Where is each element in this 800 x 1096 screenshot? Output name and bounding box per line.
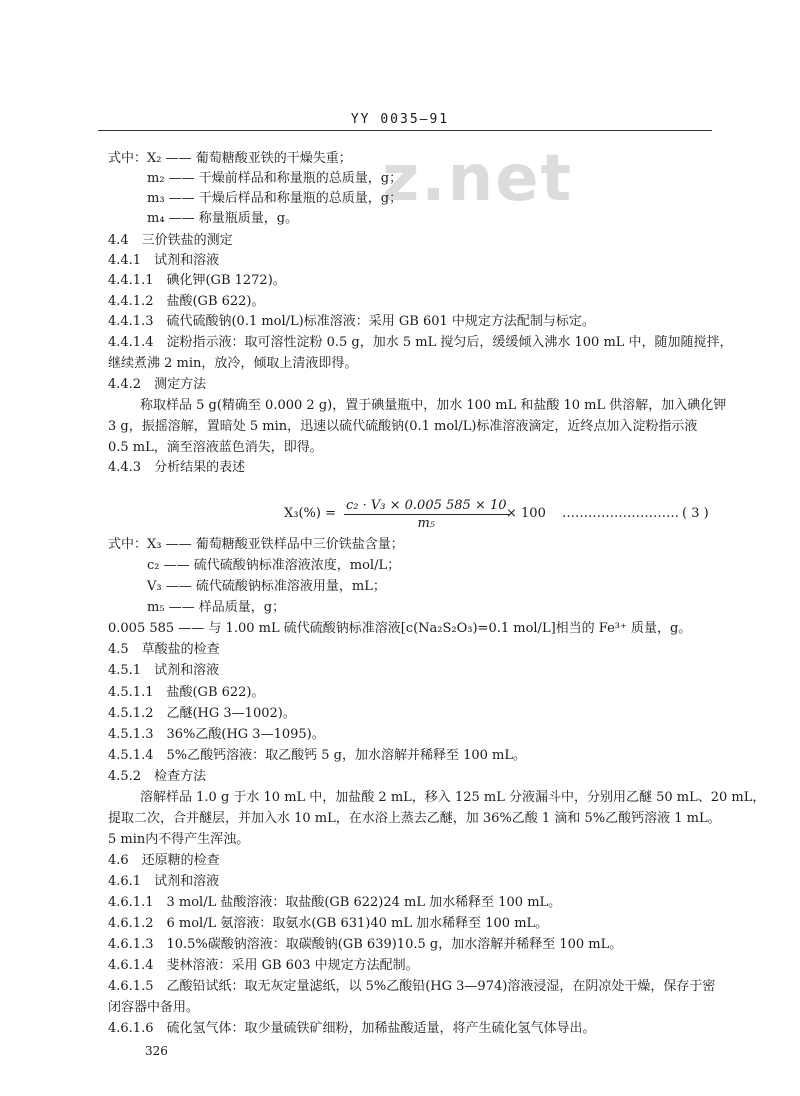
page-number: 326	[145, 1044, 168, 1058]
section-heading-4-4-3: 4.4.3 分析结果的表述	[108, 460, 246, 475]
formula-numerator: c₂ · V₃ × 0.005 585 × 10	[346, 498, 507, 513]
item-4-6-1-6: 4.6.1.6 硫化氢气体：取少量硫铁矿细粉，加稀盐酸适量，将产生硫化氢气体导出。	[108, 1021, 596, 1036]
item-4-4-1-2: 4.4.1.2 盐酸(GB 622)。	[108, 294, 265, 309]
item-4-5-1-4: 4.5.1.4 5%乙酸钙溶液：取乙酸钙 5 g，加水溶解并稀释至 100 mL。	[108, 748, 526, 763]
var-x2-definition: 式中：X₂ —— 葡萄糖酸亚铁的干燥失重；	[108, 151, 352, 166]
section-heading-4-6-1: 4.6.1 试剂和溶液	[108, 874, 220, 889]
item-4-5-1-2: 4.5.1.2 乙醚(HG 3—1002)。	[108, 706, 296, 721]
var-m4-definition: m₄ —— 称量瓶质量，g。	[147, 211, 299, 226]
var-c2-definition: c₂ —— 硫代硫酸钠标准溶液浓度，mol/L；	[147, 558, 401, 573]
item-4-6-1-3: 4.6.1.3 10.5%碳酸钠溶液：取碳酸钠(GB 639)10.5 g，加水溶解并稀释至 100 mL。	[108, 937, 623, 952]
item-4-4-1-1: 4.4.1.1 碘化钾(GB 1272)。	[108, 273, 286, 288]
section-heading-4-5-1: 4.5.1 试剂和溶液	[108, 663, 220, 678]
section-heading-4-4: 4.4 三价铁盐的测定	[108, 233, 233, 248]
header-rule	[98, 130, 712, 131]
var-m3-definition: m₃ —— 干燥后样品和称量瓶的总质量，g；	[147, 191, 403, 206]
item-4-4-1-4: 4.4.1.4 淀粉指示液：取可溶性淀粉 0.5 g，加水 5 mL 搅匀后，缓缓倾入沸水 100 mL 中，随加随搅拌，	[108, 335, 733, 350]
formula-number: ( 3 )	[682, 506, 709, 521]
section-heading-4-5: 4.5 草酸盐的检查	[108, 642, 220, 657]
section-heading-4-5-2: 4.5.2 检查方法	[108, 769, 207, 784]
var-m2-definition: m₂ —— 干燥前样品和称量瓶的总质量，g；	[147, 171, 403, 186]
formula-fraction	[344, 498, 509, 531]
section-heading-4-4-2: 4.4.2 测定方法	[108, 377, 207, 392]
standard-number-header: YY 0035—91	[350, 112, 450, 127]
method-paragraph-line-2: 3 g，振摇溶解，置暗处 5 min，迅速以硫代硫酸钠(0.1 mol/L)标准溶液滴定，近终点加入淀粉指示液	[108, 419, 698, 434]
formula-leader-dots: ………………………	[562, 506, 679, 521]
var-v3-definition: V₃ —— 硫代硫酸钠标准溶液用量，mL；	[147, 579, 386, 594]
check-paragraph-line-2: 提取二次，合并醚层，并加入水 10 mL，在水浴上蒸去乙醚，加 36%乙酸 1 滴和 5%乙酸钙溶液 1 mL。	[108, 811, 721, 826]
check-paragraph-line-1: 溶解样品 1.0 g 于水 10 mL 中，加盐酸 2 mL，移入 125 mL 分液漏斗中，分别用乙醚 50 mL、20 mL，	[140, 790, 766, 805]
item-4-6-1-1: 4.6.1.1 3 mol/L 盐酸溶液：取盐酸(GB 622)24 mL 加水稀释至 100 mL。	[108, 895, 562, 910]
item-4-6-1-2: 4.6.1.2 6 mol/L 氨溶液：取氨水(GB 631)40 mL 加水稀释至 100 mL。	[108, 916, 549, 931]
item-4-5-1-1: 4.5.1.1 盐酸(GB 622)。	[108, 685, 265, 700]
item-4-5-1-3: 4.5.1.3 36%乙酸(HG 3—1095)。	[108, 727, 325, 742]
item-4-4-1-3: 4.4.1.3 硫代硫酸钠(0.1 mol/L)标准溶液：采用 GB 601 中规定方法配制与标定。	[108, 314, 595, 329]
section-heading-4-4-1: 4.4.1 试剂和溶液	[108, 253, 220, 268]
constant-definition: 0.005 585 —— 与 1.00 mL 硫代硫酸钠标准溶液[c(Na₂S₂O₃)=0.1 mol/L]相当的 Fe³⁺ 质量，g。	[108, 621, 692, 636]
formula-lhs: X₃(%) =	[284, 506, 336, 521]
check-paragraph-line-3: 5 min内不得产生浑浊。	[108, 832, 250, 847]
formula-denominator: m₅	[417, 516, 436, 531]
item-4-4-1-4-cont: 继续煮沸 2 min，放冷，倾取上清液即得。	[108, 356, 358, 371]
watermark: z.net	[382, 142, 574, 216]
item-4-6-1-4: 4.6.1.4 斐林溶液：采用 GB 603 中规定方法配制。	[108, 958, 419, 973]
var-x3-definition: 式中：X₃ —— 葡萄糖酸亚铁样品中三价铁盐含量；	[108, 537, 404, 552]
section-heading-4-6: 4.6 还原糖的检查	[108, 853, 220, 868]
item-4-6-1-5-cont: 闭容器中备用。	[108, 1000, 200, 1015]
var-m5-definition: m₅ —— 样品质量，g；	[147, 600, 286, 615]
formula-rhs: × 100	[506, 506, 546, 521]
method-paragraph-line-1: 称取样品 5 g(精确至 0.000 2 g)，置于碘量瓶中，加水 100 mL 和盐酸 10 mL 供溶解，加入碘化钾	[140, 398, 727, 413]
item-4-6-1-5: 4.6.1.5 乙酸铅试纸：取无灰定量滤纸，以 5%乙酸铅(HG 3—974)溶液浸湿，在阴凉处干燥，保存于密	[108, 979, 716, 994]
method-paragraph-line-3: 0.5 mL，滴至溶液蓝色消失，即得。	[108, 440, 323, 455]
